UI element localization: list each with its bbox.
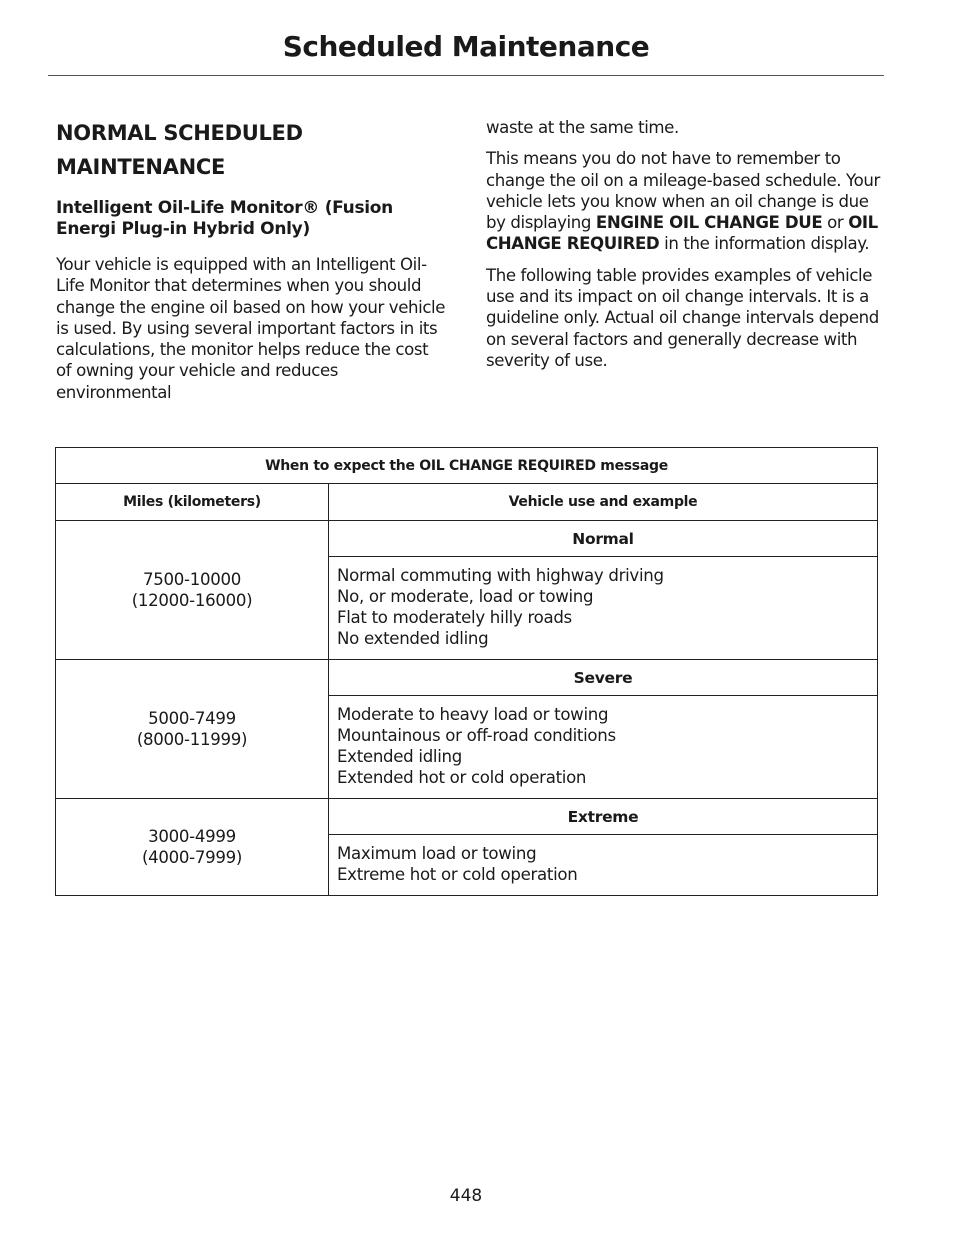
para-text: or: [822, 213, 849, 233]
use-item: Maximum load or towing: [337, 844, 537, 863]
use-item: Moderate to heavy load or towing: [337, 705, 609, 724]
section-heading-line2: MAINTENANCE: [56, 155, 226, 179]
use-item: Mountainous or off-road conditions: [337, 726, 616, 745]
page-number: 448: [449, 1186, 483, 1206]
use-item: Extended hot or cold operation: [337, 768, 587, 787]
use-item: No, or moderate, load or towing: [337, 587, 594, 606]
column-header-vehicle-use: Vehicle use and example: [329, 484, 878, 521]
uses-cell: [329, 696, 878, 799]
column-header-miles: Miles (kilometers): [56, 484, 329, 521]
oil-change-table: [55, 447, 878, 896]
section-heading-line1: NORMAL SCHEDULED: [56, 121, 303, 145]
page-header-title: Scheduled Maintenance: [282, 30, 650, 63]
para-text: This means you do not have to remember to change the oil on a mileage-based schedule. Your vehicle lets you know when an oil change is due by displaying: [486, 149, 880, 233]
oil-change-display-paragraph: [486, 148, 882, 254]
km-value: (12000-16000): [131, 591, 253, 610]
km-value: (8000-11999): [136, 730, 248, 749]
message-oil-change-required: OIL CHANGE REQUIRED: [486, 213, 878, 254]
miles-cell: [56, 799, 329, 896]
header-divider: [48, 75, 884, 76]
table-row: [56, 660, 878, 696]
use-item: Normal commuting with highway driving: [337, 566, 664, 585]
table-intro-paragraph: The following table provides examples of vehicle use and its impact on oil change intervals. It is a guideline only. Actual oil change intervals depend on several factors and generally decrease with severity of use.: [486, 265, 879, 370]
miles-cell: [56, 521, 329, 660]
intro-paragraph: Your vehicle is equipped with an Intelligent Oil-Life Monitor that determines when you should change the engine oil based on how your vehicle is used. By using several important factors in its calculations, the monitor helps reduce the cost of owning your vehicle and reduces environmental: [56, 255, 446, 402]
miles-value: 7500-10000: [142, 570, 241, 589]
use-item: Extended idling: [337, 747, 463, 766]
miles-value: 5000-7499: [148, 709, 236, 728]
uses-cell: [329, 557, 878, 660]
subsection-heading: Intelligent Oil-Life Monitor® (Fusion Energi Plug-in Hybrid Only): [56, 198, 393, 239]
table-row: [56, 521, 878, 557]
table-row: [56, 799, 878, 835]
continued-paragraph: waste at the same time.: [486, 118, 679, 137]
table-caption: When to expect the OIL CHANGE REQUIRED message: [56, 448, 878, 484]
message-engine-oil-change-due: ENGINE OIL CHANGE DUE: [595, 213, 823, 233]
use-item: No extended idling: [337, 629, 489, 648]
use-item: Flat to moderately hilly roads: [337, 608, 572, 627]
left-column: [56, 116, 446, 413]
category-normal: Normal: [329, 521, 878, 557]
miles-cell: [56, 660, 329, 799]
miles-value: 3000-4999: [148, 827, 236, 846]
uses-cell: [329, 835, 878, 896]
section-heading: [56, 116, 446, 184]
category-severe: Severe: [329, 660, 878, 696]
use-item: Extreme hot or cold operation: [337, 865, 578, 884]
right-column: [486, 117, 882, 381]
para-text: in the information display.: [659, 234, 870, 254]
category-extreme: Extreme: [329, 799, 878, 835]
km-value: (4000-7999): [141, 848, 243, 867]
